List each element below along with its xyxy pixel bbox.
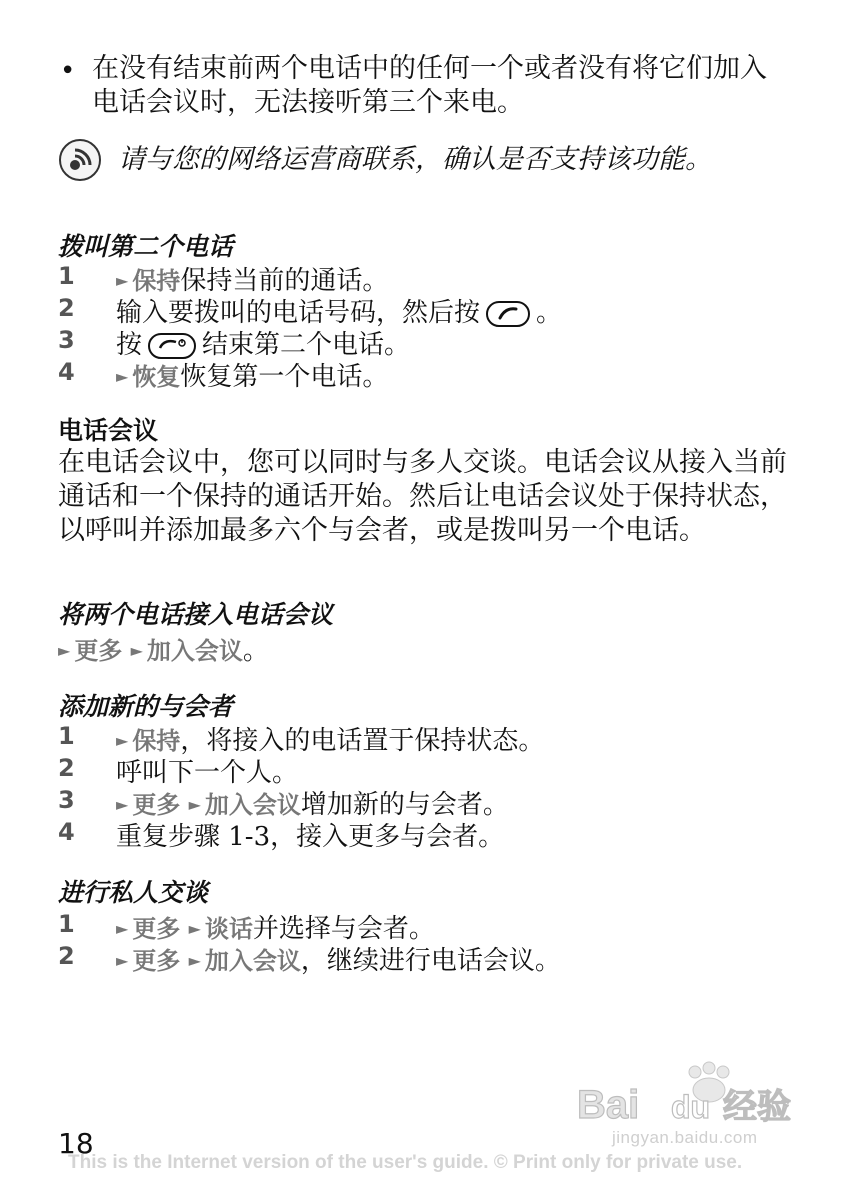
step-number: 1 [58,910,75,938]
step-text: 呼叫下一个人。 [116,758,299,788]
footer-disclaimer: This is the Internet version of the user's guide. © Print only for private use. [68,1152,743,1173]
menu-hold[interactable]: 保持 [132,267,181,295]
step-number: 2 [58,294,75,322]
menu-arrow-icon: ► [58,641,71,660]
note-text: 请与您的网络运营商联系，确认是否支持该功能。 [118,144,712,175]
menu-arrow-icon: ► [116,271,129,290]
call-key-icon [486,301,530,334]
step-number: 2 [58,754,75,782]
step-text: ► 保持，将接入的电话置于保持状态。 [116,726,545,756]
page-number: 18 [58,1127,94,1160]
bullet-dot: • [60,56,76,86]
join-instruction: ► 更多 ► 加入会议。 [58,636,269,666]
section-heading-join: 将两个电话接入电话会议 [58,600,334,629]
menu-arrow-icon: ► [116,919,129,938]
step-text: 按 结束第二个电话。 [116,324,410,366]
step-number: 2 [58,942,75,970]
menu-join-conference[interactable]: 加入会议 [146,637,243,665]
menu-arrow-icon: ► [116,367,129,386]
menu-arrow-icon: ► [188,951,201,970]
baidu-jingyan-watermark-logo [575,1060,805,1130]
step-text: ► 保持保持当前的通话。 [116,266,389,296]
section-heading-private-talk: 进行私人交谈 [58,878,209,907]
section-heading-second-call: 拨叫第二个电话 [58,232,234,261]
menu-more[interactable]: 更多 [132,915,181,943]
menu-resume[interactable]: 恢复 [132,363,181,391]
step-number: 3 [58,786,75,814]
step-text: 输入要拨叫的电话号码，然后按 。 [116,292,562,334]
step-number: 3 [58,326,75,354]
section-heading-conference: 电话会议 [58,416,159,445]
svg-text:du: du [671,1089,711,1125]
step-text: 重复步骤 1-3，接入更多与会者。 [116,822,505,852]
menu-more[interactable]: 更多 [74,637,123,665]
step-text: ► 更多 ► 谈话并选择与会者。 [116,914,435,944]
menu-arrow-icon: ► [130,641,143,660]
step-text: ► 更多 ► 加入会议增加新的与会者。 [116,790,509,820]
menu-arrow-icon: ► [188,919,201,938]
step-text: ► 更多 ► 加入会议，继续进行电话会议。 [116,946,561,976]
bullet-text: 在没有结束前两个电话中的任何一个或者没有将它们加入电话会议时，无法接听第三个来电。 [92,53,767,118]
section-heading-add-participant: 添加新的与会者 [58,692,234,721]
svg-text:Bai: Bai [577,1083,640,1127]
menu-arrow-icon: ► [116,731,129,750]
menu-more[interactable]: 更多 [132,947,181,975]
menu-join-conference[interactable]: 加入会议 [204,791,301,819]
menu-arrow-icon: ► [188,795,201,814]
step-number: 1 [58,262,75,290]
network-operator-icon [58,138,102,182]
menu-more[interactable]: 更多 [132,791,181,819]
conference-paragraph: 在电话会议中，您可以同时与多人交谈。电话会议从接入当前通话和一个保持的通话开始。然后让电话会议处于保持状态，以呼叫并添加最多六个与会者，或是拨叫另一个电话。 [58,447,787,546]
menu-talk[interactable]: 谈话 [204,915,253,943]
step-number: 4 [58,818,75,846]
menu-arrow-icon: ► [116,795,129,814]
step-number: 1 [58,722,75,750]
step-text: ► 恢复恢复第一个电话。 [116,362,389,392]
watermark-url: jingyan.baidu.com [612,1128,758,1147]
svg-text:经验: 经验 [723,1087,791,1127]
menu-hold[interactable]: 保持 [132,727,181,755]
menu-join-conference[interactable]: 加入会议 [204,947,301,975]
step-number: 4 [58,358,75,386]
menu-arrow-icon: ► [116,951,129,970]
